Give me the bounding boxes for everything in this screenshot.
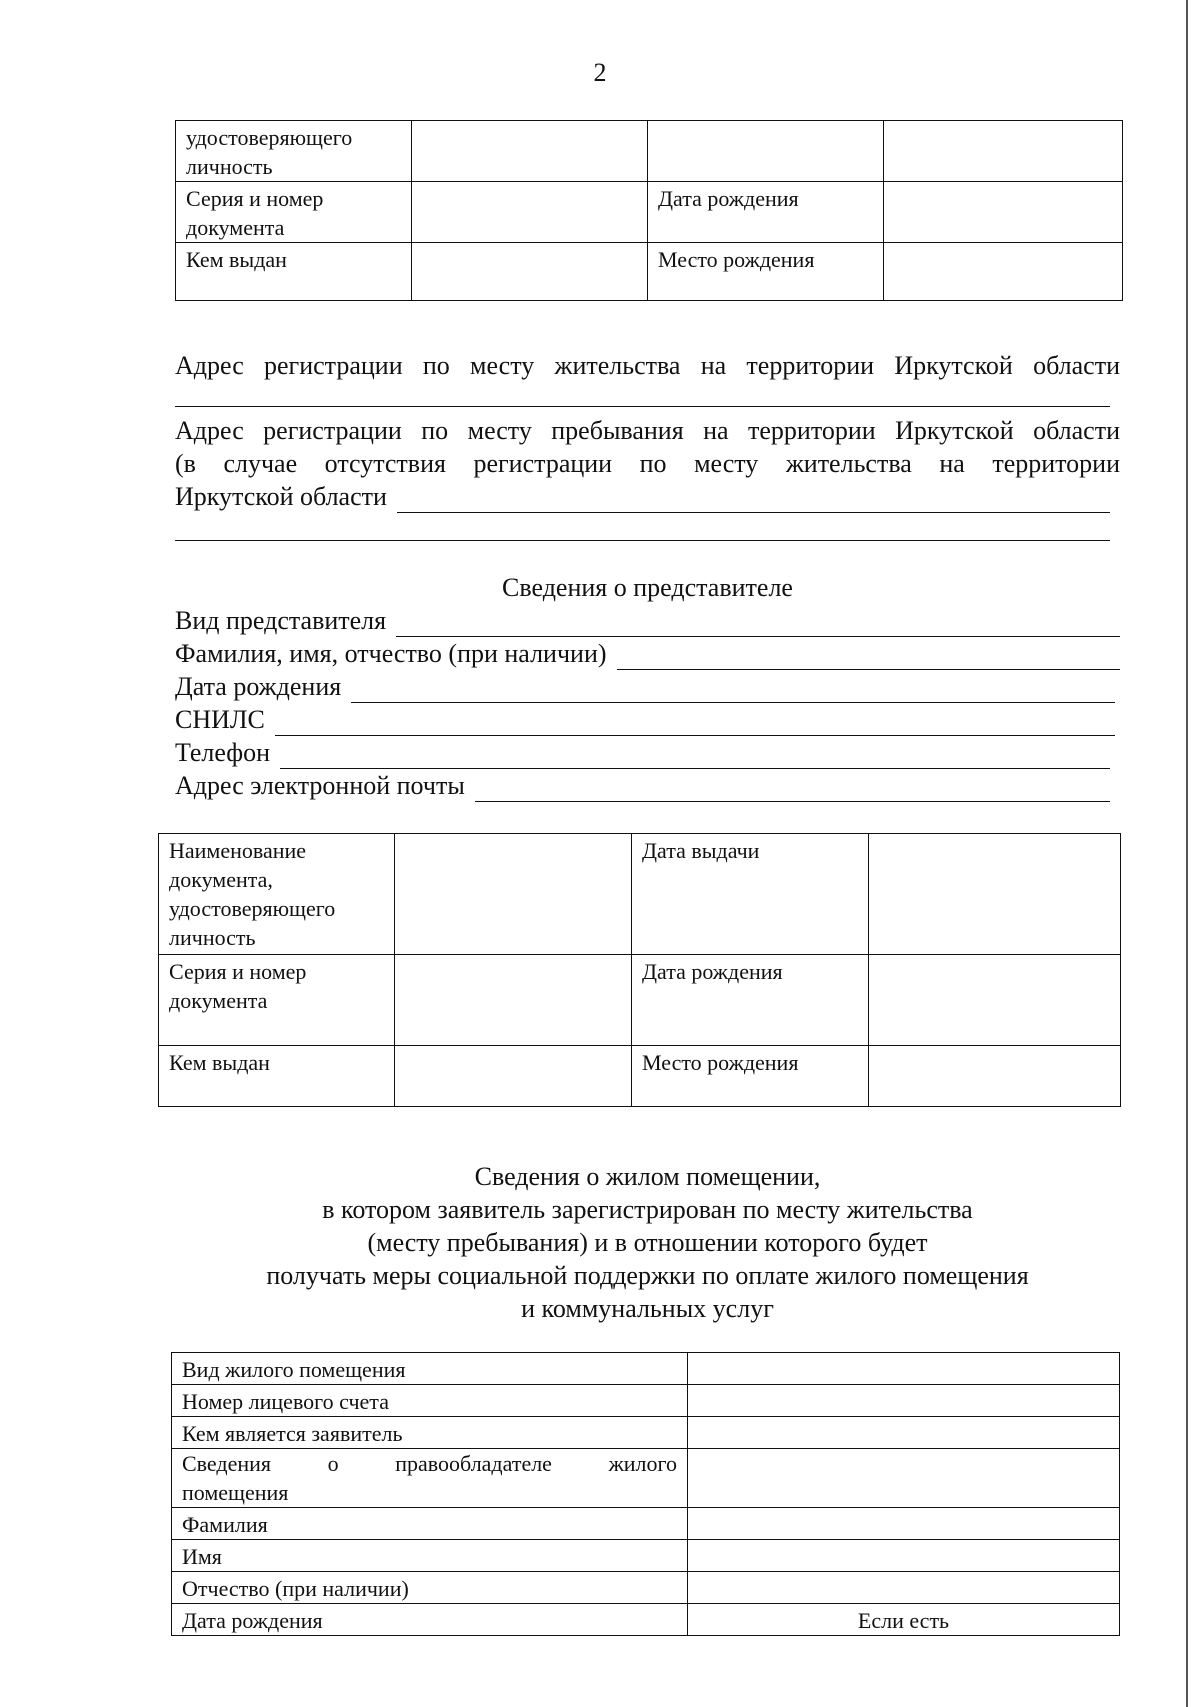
table-cell-label: Наименование документа, удостоверяющего личность: [159, 834, 395, 955]
table-cell-label: удостоверяющего личность: [176, 121, 412, 182]
representative-email-input[interactable]: [475, 777, 1110, 802]
table-cell-label: Место рождения: [632, 1046, 869, 1107]
representative-snils-input[interactable]: [275, 711, 1115, 736]
representative-birthdate-row: [175, 670, 1115, 703]
table-cell-value[interactable]: [688, 1508, 1120, 1540]
table-cell-value[interactable]: [688, 1449, 1120, 1508]
table-row: [172, 1604, 1120, 1636]
table-cell-value[interactable]: [869, 834, 1121, 955]
table-cell-label: [172, 1449, 688, 1508]
stay-address-label-line1: Адрес регистрации по месту пребывания на территории Иркутской области: [175, 416, 1120, 445]
housing-table: [171, 1352, 1120, 1636]
table-cell-label: Серия и номер документа: [159, 955, 395, 1046]
stay-address-line-2[interactable]: [175, 540, 1110, 541]
representative-email-label: Адрес электронной почты: [175, 771, 465, 800]
representative-type-row: [175, 604, 1120, 637]
representative-snils-label: СНИЛС: [175, 705, 265, 734]
representative-type-label: Вид представителя: [175, 606, 387, 635]
table-cell-value[interactable]: [884, 182, 1123, 243]
representative-heading: Сведения о представителе: [502, 573, 793, 602]
stay-address-row: [175, 480, 1110, 513]
table-row: [172, 1385, 1120, 1417]
table-cell-value[interactable]: [395, 834, 632, 955]
representative-birthdate-input[interactable]: [351, 678, 1115, 703]
table-row: [172, 1353, 1120, 1385]
representative-name-label: Фамилия, имя, отчество (при наличии): [175, 639, 607, 668]
table-row: [172, 1540, 1120, 1572]
table-cell-label: Дата рождения: [648, 182, 884, 243]
table-row: [172, 1572, 1120, 1604]
table-cell-value[interactable]: [412, 182, 648, 243]
table-row: [172, 1417, 1120, 1449]
housing-heading-line4: получать меры социальной поддержки по оплате жилого помещения: [266, 1261, 1029, 1290]
owner-label-line2: помещения: [182, 1480, 289, 1505]
table-cell-label: Кем выдан: [176, 243, 412, 301]
table-cell-value[interactable]: [884, 121, 1123, 182]
table-cell-label: Имя: [172, 1540, 688, 1572]
table-cell-label: Серия и номер документа: [176, 182, 412, 243]
housing-heading-line1: Сведения о жилом помещении,: [474, 1162, 821, 1191]
table-row: [176, 243, 1123, 301]
table-row: [159, 1046, 1121, 1107]
housing-heading-line2: в котором заявитель зарегистрирован по месту жительства: [322, 1195, 973, 1224]
table-cell-value[interactable]: [869, 955, 1121, 1046]
stay-address-line[interactable]: [397, 488, 1110, 513]
table-cell-value[interactable]: [412, 121, 648, 182]
table-cell-label: Вид жилого помещения: [172, 1353, 688, 1385]
table-cell-label: Номер лицевого счета: [172, 1385, 688, 1417]
applicant-document-table: [175, 120, 1123, 301]
table-cell-value[interactable]: [688, 1417, 1120, 1449]
table-row: [172, 1508, 1120, 1540]
table-cell-label: Фамилия: [172, 1508, 688, 1540]
table-row: [159, 834, 1121, 955]
table-cell-label: Кем является заявитель: [172, 1417, 688, 1449]
representative-document-table: [158, 833, 1121, 1107]
table-cell-value[interactable]: [869, 1046, 1121, 1107]
table-cell-value[interactable]: [395, 1046, 632, 1107]
table-cell-value[interactable]: [395, 955, 632, 1046]
table-cell-label: Дата выдачи: [632, 834, 869, 955]
residence-address-label: Адрес регистрации по месту жительства на территории Иркутской области: [175, 351, 1120, 380]
table-cell-label: [648, 121, 884, 182]
table-cell-value[interactable]: [884, 243, 1123, 301]
table-row: [176, 182, 1123, 243]
table-cell-value[interactable]: [688, 1572, 1120, 1604]
table-row: [176, 121, 1123, 182]
representative-phone-row: [175, 736, 1110, 769]
table-cell-label: Место рождения: [648, 243, 884, 301]
housing-heading-line5: и коммунальных услуг: [521, 1294, 774, 1323]
residence-address-line[interactable]: [175, 406, 1110, 407]
table-cell-value[interactable]: [688, 1353, 1120, 1385]
housing-heading-line3: (месту пребывания) и в отношении которого будет: [367, 1228, 928, 1257]
representative-name-input[interactable]: [617, 645, 1120, 670]
representative-birthdate-label: Дата рождения: [175, 672, 342, 701]
representative-type-input[interactable]: [396, 612, 1120, 637]
table-cell-label: Кем выдан: [159, 1046, 395, 1107]
table-cell-value[interactable]: [688, 1540, 1120, 1572]
representative-name-row: [175, 637, 1120, 670]
table-cell-value[interactable]: [688, 1385, 1120, 1417]
table-cell-value[interactable]: Если есть: [688, 1604, 1120, 1636]
representative-snils-row: [175, 703, 1115, 736]
stay-address-label-line2: (в случае отсутствия регистрации по месту жительства на территории: [175, 449, 1120, 478]
representative-phone-input[interactable]: [280, 744, 1110, 769]
table-row: [172, 1449, 1120, 1508]
stay-address-label-line3: Иркутской области: [175, 482, 387, 511]
owner-label-line1: Сведения о правообладателе жилого: [182, 1451, 677, 1476]
representative-phone-label: Телефон: [175, 738, 271, 767]
table-row: [159, 955, 1121, 1046]
table-cell-value[interactable]: [412, 243, 648, 301]
table-cell-label: Дата рождения: [172, 1604, 688, 1636]
page-number: 2: [593, 58, 607, 87]
table-cell-label: Отчество (при наличии): [172, 1572, 688, 1604]
table-cell-label: Дата рождения: [632, 955, 869, 1046]
representative-email-row: [175, 769, 1110, 802]
page-edge: [1186, 0, 1188, 1707]
